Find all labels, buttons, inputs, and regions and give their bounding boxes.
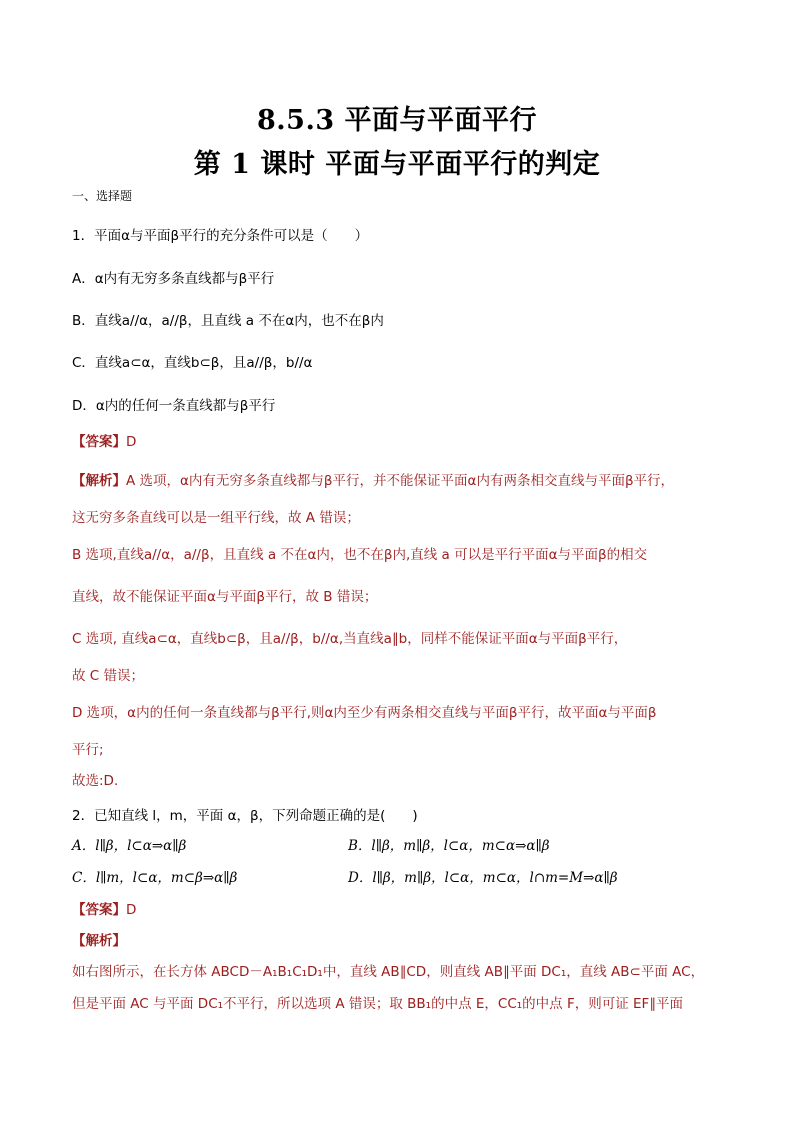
analysis-label: 【解析】 xyxy=(72,473,126,489)
q2-analysis-line: 如右图所示，在长方体 ABCD－A₁B₁C₁D₁中，直线 AB∥CD，则直线 AB∥平面 DC₁，直线 AB⊂平面 AC， xyxy=(72,964,705,980)
analysis-text: A 选项，α内有无穷多条直线都与β平行，并不能保证平面α内有两条相交直线与平面β平行， xyxy=(126,473,675,489)
answer-value: D xyxy=(126,902,137,918)
q2-option-c: C．l∥m，l⊂α，m⊂β⇒α∥β xyxy=(72,870,238,886)
q1-analysis-line: 这无穷多条直线可以是一组平行线，故 A 错误； xyxy=(72,510,360,526)
q1-option-a: A．α内有无穷多条直线都与β平行 xyxy=(72,271,275,287)
q1-analysis-line: 直线，故不能保证平面α与平面β平行，故 B 错误； xyxy=(72,589,378,605)
q1-option-d: D．α内的任何一条直线都与β平行 xyxy=(72,398,276,414)
q1-stem: 1．平面α与平面β平行的充分条件可以是（ ） xyxy=(72,228,369,244)
q1-answer xyxy=(72,430,136,450)
q1-analysis-line xyxy=(72,469,674,489)
q1-analysis-line: 平行; xyxy=(72,742,104,758)
q2-answer xyxy=(72,898,136,918)
q1-analysis-line: B 选项,直线a//α，a//β，且直线 a 不在α内，也不在β内,直线 a 可以是平行平面α与平面β的相交 xyxy=(72,547,648,563)
q1-option-c: C．直线a⊂α，直线b⊂β，且a//β，b//α xyxy=(72,355,313,371)
q2-stem: 2．已知直线 l，m，平面 α，β，下列命题正确的是( ) xyxy=(72,808,418,824)
answer-label: 【答案】 xyxy=(72,902,126,918)
answer-value: D xyxy=(126,434,137,450)
q2-option-d: D．l∥β，m∥β，l⊂α，m⊂α，l∩m=M⇒α∥β xyxy=(348,870,618,886)
lesson-title: 8.5.3 平面与平面平行 xyxy=(256,105,538,136)
analysis-label: 【解析】 xyxy=(72,933,126,949)
q1-analysis-line: D 选项，α内的任何一条直线都与β平行,则α内至少有两条相交直线与平面β平行，故平面α与平面β xyxy=(72,705,657,721)
q1-option-b: B．直线a//α，a//β，且直线 a 不在α内，也不在β内 xyxy=(72,313,384,329)
q1-analysis-line: 故选:D. xyxy=(72,773,119,789)
answer-label: 【答案】 xyxy=(72,434,126,450)
q2-option-a: A．l∥β，l⊂α⇒α∥β xyxy=(72,838,187,854)
q2-analysis-label xyxy=(72,929,126,949)
q2-option-b: B．l∥β，m∥β，l⊂α，m⊂α⇒α∥β xyxy=(348,838,550,854)
q1-analysis-line: 故 C 错误； xyxy=(72,668,145,684)
q1-analysis-line: C 选项, 直线a⊂α，直线b⊂β，且a//β，b//α,当直线a∥b，同样不能保证平面α与平面β平行， xyxy=(72,631,628,647)
q2-analysis-line: 但是平面 AC 与平面 DC₁不平行，所以选项 A 错误；取 BB₁的中点 E，CC₁的中点 F，则可证 EF∥平面 xyxy=(72,996,684,1012)
lesson-subtitle: 第 1 课时 平面与平面平行的判定 xyxy=(193,149,601,180)
section-heading: 一、选择题 xyxy=(72,189,133,203)
